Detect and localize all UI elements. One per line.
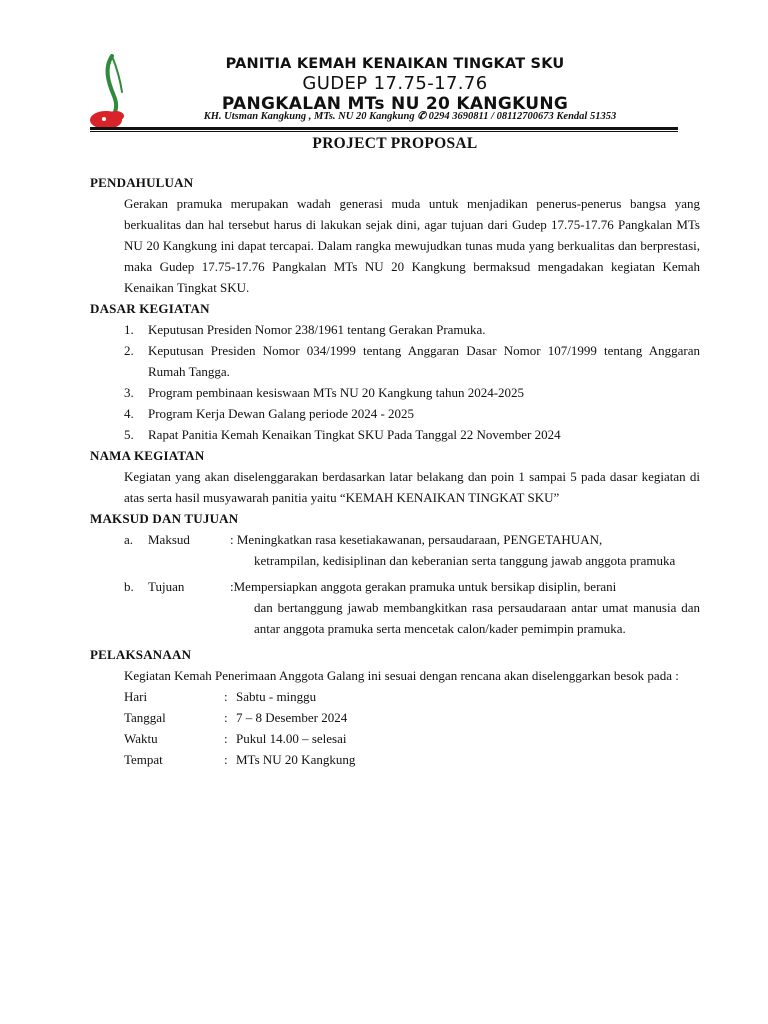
base-name: PANGKALAN MTs NU 20 KANGKUNG: [221, 94, 569, 114]
dasar-list: [90, 319, 700, 445]
schedule-row-hari: Hari : Sabtu - minggu: [124, 689, 317, 704]
pelaksanaan-paragraph: Kegiatan Kemah Penerimaan Anggota Galang ini sesuai dengan rencana akan diselenggarkan besok pada :: [124, 668, 679, 683]
schedule-row-tanggal: Tanggal : 7 – 8 Desember 2024: [124, 710, 348, 725]
section-heading-maksud: MAKSUD DAN TUJUAN: [90, 511, 239, 526]
schedule-row-tempat: Tempat : MTs NU 20 Kangkung: [124, 752, 356, 767]
section-heading-nama: NAMA KEGIATAN: [90, 448, 205, 463]
section-heading-dasar: DASAR KEGIATAN: [90, 301, 210, 316]
list-item: 4. Program Kerja Dewan Galang periode 2024 - 2025: [124, 406, 415, 421]
nama-paragraph: Kegiatan yang akan diselenggarakan berdasarkan latar belakang dan poin 1 sampai 5 pada dasar kegiatan di atas serta hasil musyawarah panitia yaitu “KEMAH KENAIKAN TINGKAT SKU”: [124, 469, 700, 505]
tunas-kelapa-logo-icon: [86, 52, 134, 132]
schedule-row-waktu: Waktu : Pukul 14.00 – selesai: [124, 731, 347, 746]
list-item: 1. Keputusan Presiden Nomor 238/1961 tentang Gerakan Pramuka.: [124, 322, 486, 337]
maksud-row: a. Maksud : Meningkatkan rasa kesetiakawanan, persaudaraan, PENGETAHUAN, ketrampilan, kedisiplinan dan keberanian serta tanggung jawab anggota pramuka: [124, 532, 676, 568]
letterhead: [150, 56, 640, 115]
section-heading-pelaksanaan: PELAKSANAAN: [90, 647, 192, 662]
list-item: 3. Program pembinaan kesiswaan MTs NU 20 Kangkung tahun 2024-2025: [124, 385, 525, 400]
document-body: [90, 172, 700, 770]
header-divider-thick: [90, 127, 678, 130]
list-item: 5. Rapat Panitia Kemah Kenaikan Tingkat SKU Pada Tanggal 22 November 2024: [124, 427, 561, 442]
address-line: KH. Utsman Kangkung , MTs. NU 20 Kangkung ✆ 0294 3690811 / 08112700673 Kendal 51353: [203, 111, 617, 122]
document-title: PROJECT PROPOSAL: [312, 135, 478, 152]
header-divider-thin: [90, 131, 678, 132]
section-heading-pendahuluan: PENDAHULUAN: [90, 175, 194, 190]
list-item: 2. Keputusan Presiden Nomor 034/1999 tentang Anggaran Dasar Nomor 107/1999 tentang Anggaran Rumah Tangga.: [124, 343, 700, 379]
tujuan-row: b. Tujuan :Mempersiapkan anggota gerakan pramuka untuk bersikap disiplin, berani dan bertanggung jawab membangkitkan rasa persaudaraan antar umat manusia dan antar anggota pramuka serta mencetak calon/kader pemimpin pramuka.: [124, 579, 700, 636]
committee-name: PANITIA KEMAH KENAIKAN TINGKAT SKU: [225, 56, 565, 72]
pendahuluan-paragraph: Gerakan pramuka merupakan wadah generasi muda untuk menjadikan penerus-penerus bangsa yang berkualitas dan hal tersebut harus di lakukan sejak dini, agar tujuan dari Gudep 17.75-17.76 Pangkalan MTs NU 20 Kangkung ini dapat tercapai. Dalam rangka mewujudkan tunas muda yang berkualitas dan berprestasi, maka Gudep 17.75-17.76 Pangkalan MTs NU 20 Kangkung bermaksud mengadakan kegiatan Kemah Kenaikan Tingkat SKU.: [124, 196, 700, 295]
gudep-number: GUDEP 17.75-17.76: [302, 73, 488, 94]
